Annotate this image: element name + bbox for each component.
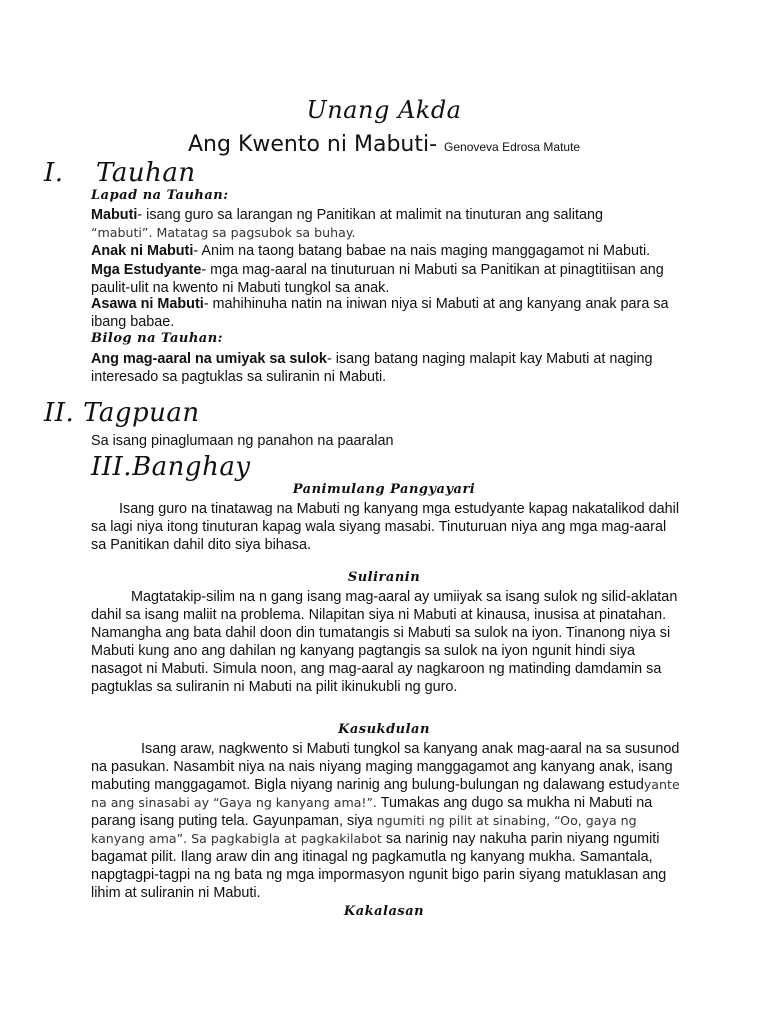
character-name: Anak ni Mabuti bbox=[91, 243, 194, 259]
section-heading-banghay: III.Banghay bbox=[91, 452, 251, 482]
character-bilog bbox=[91, 350, 681, 386]
author-name: Genoveva Edrosa Matute bbox=[444, 140, 581, 154]
section-heading-tauhan bbox=[44, 158, 196, 188]
section-title: Tauhan bbox=[96, 158, 196, 188]
section-number: I. bbox=[44, 158, 64, 188]
subheading-lapad: Lapad na Tauhan: bbox=[91, 188, 229, 203]
character-desc: - mahihinuha natin na iniwan niya si Mabuti at ang kanyang anak para sa ibang babae. bbox=[91, 296, 669, 330]
subheading-panimula: Panimulang Pangyayari bbox=[292, 482, 476, 497]
kasukdulan-part-e: sa narinig nay nakuha parin niyang ngumiti bagamat pilit. Ilang araw din ang itinagal ng pagkamutla ng kanyang mukha. Samantala, napgtagpi-tagpi na ng bata ng mga impormasyon ngunit bigo parin siyang matuklasan ang lihim at suliranin ni Mabuti. bbox=[91, 831, 667, 901]
panimula-text: Isang guro na tinatawag na Mabuti ng kanyang mga estudyante kapag nakatalikod dahil sa lagi niya itong tinuturan kapag wala siyang masabi. Tinuturuan niya ang mga mag-aaral sa Panitikan dahil dito siya bihasa. bbox=[91, 501, 680, 553]
character-desc: - mga mag-aaral na tinuturuan ni Mabuti sa Panitikan at pinagtitiisan ang paulit-ulit na kwento ni Mabuti tungkol sa anak. bbox=[91, 262, 664, 296]
character-mabuti bbox=[91, 206, 681, 242]
character-name: Mga Estudyante bbox=[91, 262, 202, 278]
character-name: Mabuti bbox=[91, 207, 138, 223]
suliranin-text: Magtatakip-silim na n gang isang mag-aaral ay umiiyak sa isang sulok ng silid-aklatan dahil sa isang maliit na problema. Nilapitan siya ni Mabuti at kinausa, inusisa at pinatahan. Namangha ang bata dahil doon din tumatangis si Mabuti sa sulok na iyon. Tinanong niya si Mabuti kung ano ang dahilan ng kanyang pagtangis sa sulok na iyon ngunit hindi siya nasagot ni Mabuti. Simula noon, ang mag-aaral ay nagkaroon ng matinding damdamin sa pagtuklas sa suliranin ni Mabuti na pilit ikinukubli ng guro. bbox=[91, 589, 678, 695]
kasukdulan-part-b: yante na ang sinasabi ay “Gaya ng kanyang ama!”. bbox=[91, 777, 680, 810]
subheading-suliranin: Suliranin bbox=[347, 570, 421, 585]
character-asawa bbox=[91, 295, 681, 331]
character-estudyante bbox=[91, 261, 681, 297]
story-title bbox=[188, 132, 580, 157]
kasukdulan-part-d: ngumiti ng pilit at sinabing, “Oo, gaya ng kanyang ama”. Sa pagkabigla at pagkakilabot bbox=[91, 813, 637, 846]
character-anak bbox=[91, 242, 681, 260]
story-title-text: Ang Kwento ni Mabuti- bbox=[188, 132, 438, 157]
kasukdulan-text bbox=[91, 740, 681, 902]
tagpuan-text: Sa isang pinaglumaan ng panahon na paaralan bbox=[91, 433, 394, 449]
character-name: Ang mag-aaral na umiyak sa sulok bbox=[91, 351, 327, 367]
subheading-kakalasan: Kakalasan bbox=[343, 904, 425, 919]
character-desc: - Anim na taong batang babae na nais maging manggagamot ni Mabuti. bbox=[193, 243, 651, 259]
character-desc-2: “mabuti”. Matatag sa pagsubok sa buhay. bbox=[91, 225, 356, 240]
document-title: Unang Akda bbox=[306, 96, 462, 124]
kasukdulan-part-a: Isang araw, nagkwento si Mabuti tungkol sa kanyang anak mag-aaral na sa susunod na pasukan. Nasambit niya na nais niyang maging manggagamot ang kanyang anak, isang mabuting manggagamot. Bigla niyang narinig ang bulung-bulungan ng dalawang estud bbox=[91, 741, 680, 793]
subheading-kasukdulan: Kasukdulan bbox=[338, 722, 430, 737]
section-heading-tagpuan: II. Tagpuan bbox=[44, 398, 200, 428]
character-desc: - isang batang naging malapit kay Mabuti at naging interesado sa pagtuklas sa suliranin ni Mabuti. bbox=[91, 351, 653, 385]
character-desc: - isang guro sa larangan ng Panitikan at malimit na tinuturan ang salitang bbox=[137, 207, 603, 223]
character-name: Asawa ni Mabuti bbox=[91, 296, 204, 312]
subheading-bilog: Bilog na Tauhan: bbox=[91, 331, 223, 346]
kasukdulan-part-c: Tumakas ang dugo sa mukha ni Mabuti na parang isang puting tela. Gayunpaman, siya bbox=[91, 795, 653, 829]
